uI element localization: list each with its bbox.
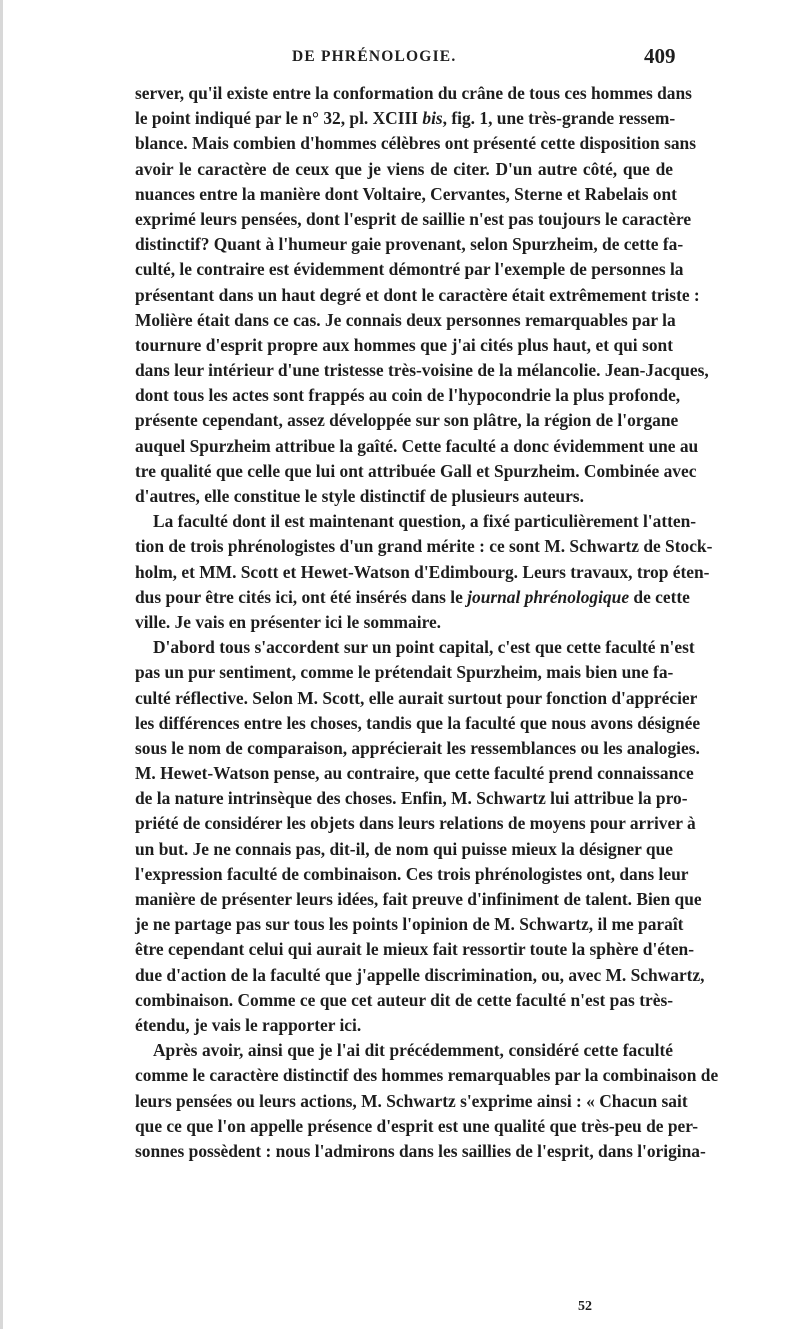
text-line: M. Hewet-Watson pense, au contraire, que cette faculté prend connaissance [135,763,694,784]
text-line: comme le caractère distinctif des hommes remarquables par la combinaison de [135,1065,719,1086]
text-line: leurs pensées ou leurs actions, M. Schwartz s'exprime ainsi : « Chacun sait [135,1090,688,1111]
text-line: présentant dans un haut degré et dont le caractère était extrêmement triste : [135,284,700,305]
text-line: pas un pur sentiment, comme le prétendait Spurzheim, mais bien une fa- [135,662,674,683]
text-line: un but. Je ne connais pas, dit-il, de nom qui puisse mieux la désigner que [135,838,673,859]
text-line: nuances entre la manière dont Voltaire, Cervantes, Sterne et Rabelais ont [135,183,677,204]
text-line: culté réflective. Selon M. Scott, elle aurait surtout pour fonction d'apprécier [135,687,698,708]
text-line: exprimé leurs pensées, dont l'esprit de saillie n'est pas toujours le caractère [135,208,692,229]
text-line: d'autres, elle constitue le style distinctif de plusieurs auteurs. [135,486,584,506]
text-line: dont tous les actes sont frappés au coin de l'hypocondrie la plus profonde, [135,385,681,406]
running-head-title: DE PHRÉNOLOGIE. [292,48,457,65]
text-line: ville. Je vais en présenter ici le sommaire. [135,611,442,632]
text-line: dans leur intérieur d'une tristesse très-voisine de la mélancolie. Jean-Jacques, [135,360,709,381]
text-line: de la nature intrinsèque des choses. Enfin, M. Schwartz lui attribue la pro- [135,788,688,809]
text-line: l'expression faculté de combinaison. Ces trois phrénologistes ont, dans leur [135,863,689,884]
text-line: combinaison. Comme ce que cet auteur dit de cette faculté n'est pas très- [135,989,673,1010]
text-line: manière de présenter leurs idées, fait preuve d'infiniment de talent. Bien que [135,889,702,909]
text-line: holm, et MM. Scott et Hewet-Watson d'Edimbourg. Leurs travaux, trop éten- [135,561,710,582]
text-line: tournure d'esprit propre aux hommes que j'ai cités plus haut, et qui sont [135,334,673,355]
signature-mark: 52 [578,1299,592,1314]
text-line: étendu, je vais le rapporter ici. [135,1014,362,1035]
text-line: D'abord tous s'accordent sur un point capital, c'est que cette faculté n'est [153,637,695,658]
text-line: tion de trois phrénologistes d'un grand mérite : ce sont M. Schwartz de Stock- [135,536,713,557]
text-line: La faculté dont il est maintenant question, a fixé particulièrement l'atten- [153,511,697,532]
text-line: dus pour être cités ici, ont été insérés dans le journal phrénologique de cette [135,586,690,607]
text-line: les différences entre les choses, tandis que la faculté que nous avons désignée [135,712,701,733]
text-line: blance. Mais combien d'hommes célèbres ont présenté cette disposition sans [135,133,696,154]
text-line: être cependant celui qui aurait le mieux fait ressortir toute la sphère d'éten- [135,939,694,960]
text-line: le point indiqué par le n° 32, pl. XCIII bis, fig. 1, une très-grande ressem- [135,108,676,129]
text-line: Après avoir, ainsi que je l'ai dit précédemment, considéré cette faculté [153,1040,673,1061]
text-line: présente cependant, assez développée sur son plâtre, la région de l'organe [135,410,679,431]
text-line: avoir le caractère de ceux que je viens de citer. D'un autre côté, que de [135,158,673,179]
text-line: tre qualité que celle que lui ont attribuée Gall et Spurzheim. Combinée avec [135,460,697,481]
text-line: Molière était dans ce cas. Je connais deux personnes remarquables par la [135,309,676,330]
text-line: je ne partage pas sur tous les points l'opinion de M. Schwartz, il me paraît [135,914,684,935]
text-line: sonnes possèdent : nous l'admirons dans les saillies de l'esprit, dans l'origina- [135,1140,706,1161]
text-line: priété de considérer les objets dans leurs relations de moyens pour arriver à [135,813,696,834]
body-text [135,81,719,1164]
running-head [0,40,800,70]
text-line: auquel Spurzheim attribue la gaîté. Cette faculté a donc évidemment une au [135,435,699,456]
text-line: server, qu'il existe entre la conformation du crâne de tous ces hommes dans [135,83,692,103]
scan-edge [0,0,3,1329]
text-line: que ce que l'on appelle présence d'esprit est une qualité que très-peu de per- [135,1115,699,1136]
text-line: culté, le contraire est évidemment démontré par l'exemple de personnes la [135,259,684,280]
text-line: sous le nom de comparaison, apprécierait les ressemblances ou les analogies. [135,737,700,758]
page-number: 409 [644,44,676,68]
text-line: distinctif? Quant à l'humeur gaie provenant, selon Spurzheim, de cette fa- [135,234,684,255]
text-line: due d'action de la faculté que j'appelle discrimination, ou, avec M. Schwartz, [135,964,705,985]
